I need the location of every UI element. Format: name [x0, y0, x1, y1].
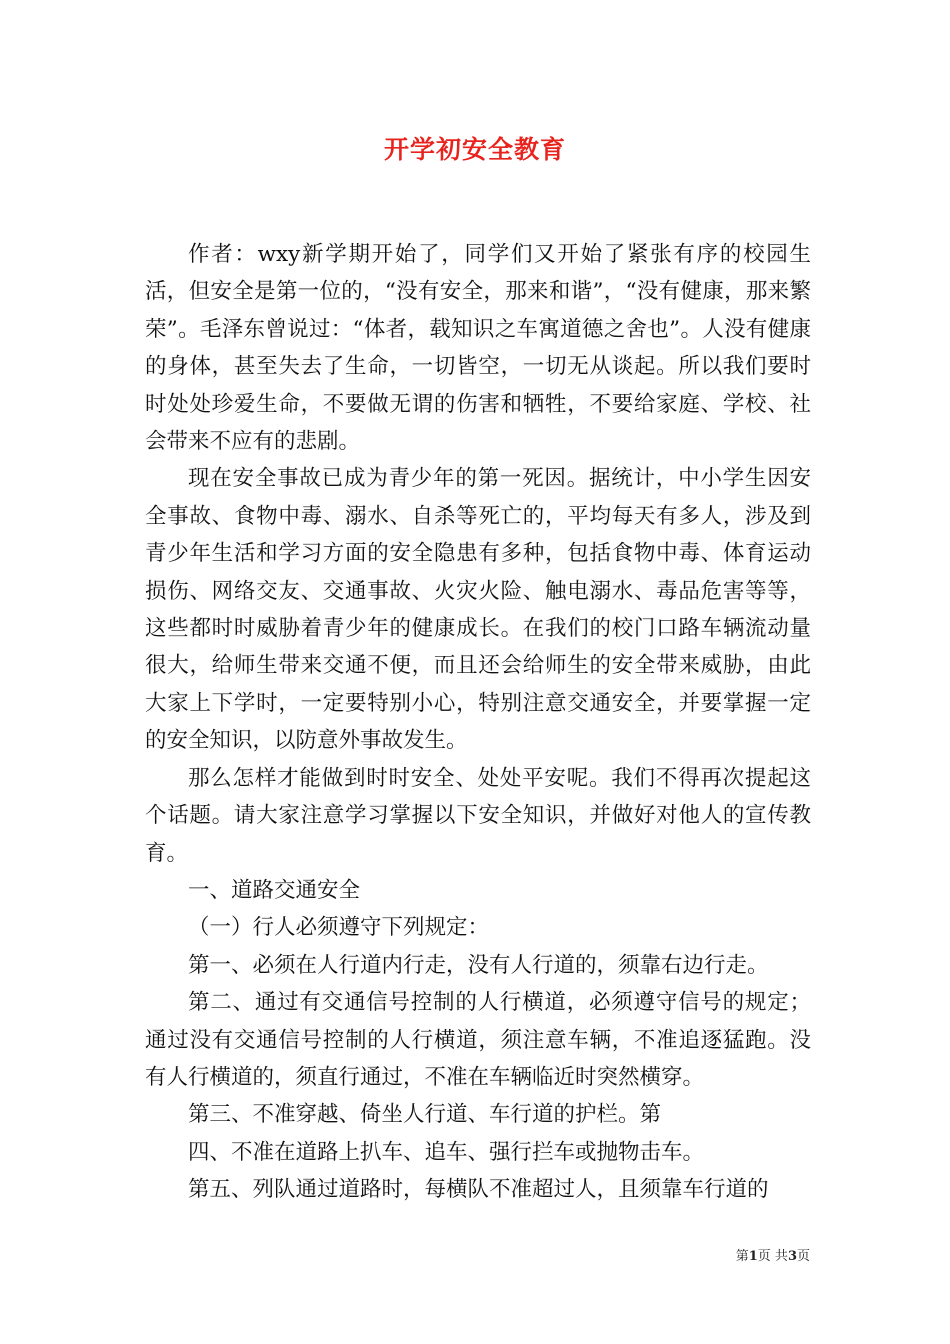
paragraph-statistics: 现在安全事故已成为青少年的第一死因。据统计，中小学生因安全事故、食物中毒、溺水、自杀等死亡的，平均每天有多人，涉及到青少年生活和学习方面的安全隐患有多种，包括食物中毒、体育运动损伤、网络交友、交通事故、火灾火险、触电溺水、毒品危害等等，这些都时时威胁着青少年的健康成长。在我们的校门口路车辆流动量很大，给师生带来交通不便，而且还会给师生的安全带来威胁，由此大家上下学时，一定要特别小心，特别注意交通安全，并要掌握一定的安全知识，以防意外事故发生。	[145, 466, 811, 754]
paragraph-intro: 作者：wxy新学期开始了，同学们又开始了紧张有序的校园生活，但安全是第一位的，“没有安全，那来和谐”，“没有健康，那来繁荣”。毛泽东曾说过：“体者，载知识之车寓道德之舍也”。人没有健康的身体，甚至失去了生命，一切皆空，一切无从谈起。所以我们要时时处处珍爱生命，不要做无谓的伤害和牺牲，不要给家庭、学校、社会带来不应有的悲剧。	[145, 242, 811, 455]
paragraph-how-to-stay-safe: 那么怎样才能做到时时安全、处处平安呢。我们不得再次提起这个话题。请大家注意学习掌握以下安全知识，并做好对他人的宣传教育。	[145, 765, 811, 866]
rule-second: 第二、通过有交通信号控制的人行横道，必须遵守信号的规定；通过没有交通信号控制的人行横道，须注意车辆，不准追逐猛跑。没有人行横道的，须直行通过，不准在车辆临近时突然横穿。	[145, 990, 811, 1090]
page-number-footer	[700, 1248, 810, 1266]
footer-suffix: 页	[796, 1249, 810, 1264]
footer-middle: 页 共	[757, 1249, 788, 1264]
rule-fourth: 四、不准在道路上扒车、追车、强行拦车或抛物击车。	[188, 1139, 705, 1165]
subsection-heading-pedestrian-rules: （一）行人必须遵守下列规定：	[188, 915, 490, 941]
document-title: 开学初安全教育	[383, 135, 566, 164]
footer-total-pages: 3	[787, 1249, 797, 1264]
footer-current-page: 1	[748, 1249, 758, 1264]
section-heading-road-safety: 一、道路交通安全	[188, 877, 361, 903]
footer-prefix: 第	[735, 1249, 749, 1264]
rule-third: 第三、不准穿越、倚坐人行道、车行道的护栏。第	[188, 1102, 662, 1128]
rule-fifth: 第五、列队通过道路时，每横队不准超过人，且须靠车行道的	[188, 1177, 769, 1203]
document-body	[145, 236, 811, 1209]
rule-first: 第一、必须在人行道内行走，没有人行道的，须靠右边行走。	[188, 952, 769, 978]
